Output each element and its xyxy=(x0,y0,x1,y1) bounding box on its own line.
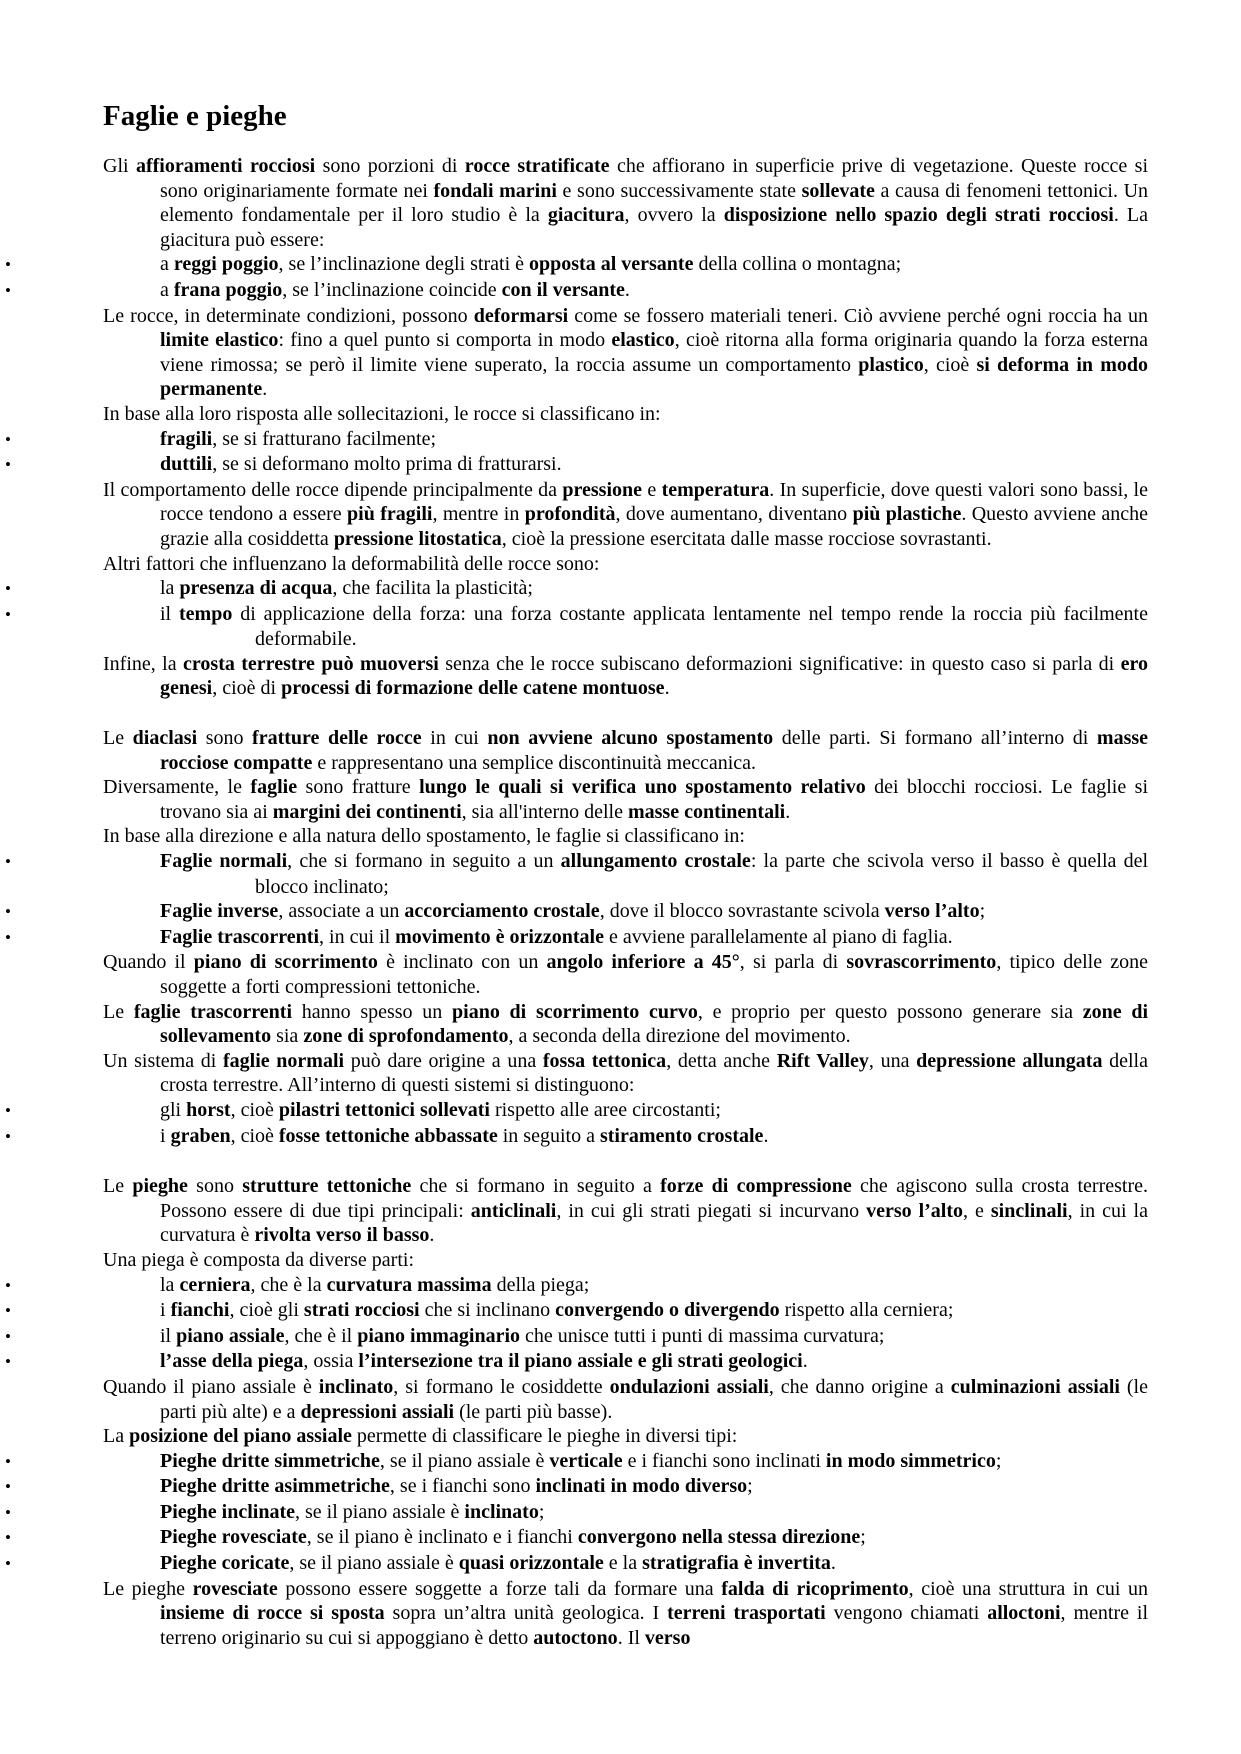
text-run: può dare origine a una xyxy=(344,1049,543,1072)
paragraph xyxy=(103,824,1148,849)
text-run: ; xyxy=(747,1475,753,1498)
bold-text-run: anticlinali xyxy=(470,1199,557,1222)
text-run: e xyxy=(642,478,662,501)
text-run: il xyxy=(160,602,179,625)
bold-text-run: insieme di rocce si sposta xyxy=(160,1602,385,1625)
bullet-icon: • xyxy=(5,1301,11,1321)
paragraph xyxy=(103,950,1148,999)
text-run: è inclinato con un xyxy=(377,951,547,974)
text-run: . Il xyxy=(617,1626,645,1649)
paragraph xyxy=(103,652,1148,701)
bullet-icon: • xyxy=(5,429,11,449)
bullet-item xyxy=(5,849,1149,899)
bold-text-run: sovrascorrimento xyxy=(846,951,997,974)
bold-text-run: curvatura massima xyxy=(326,1273,492,1296)
text-run: , mentre il terreno originario su cui si appoggiano è detto xyxy=(160,1602,1149,1649)
bold-text-run: pilastri tettonici sollevati xyxy=(278,1098,490,1121)
bold-text-run: sollevate xyxy=(801,179,875,202)
bold-text-run: l’intersezione tra il piano assiale e gli strati geologici xyxy=(358,1350,803,1373)
paragraph xyxy=(103,726,1148,775)
bold-text-run: piano di scorrimento xyxy=(193,951,378,974)
document-body xyxy=(5,154,1149,1650)
bullet-item xyxy=(5,1273,1148,1299)
text-run: , che facilita la plasticità; xyxy=(332,577,533,600)
text-run: , che danno origine a xyxy=(768,1375,951,1398)
bold-text-run: verso l’alto xyxy=(884,900,980,923)
paragraph xyxy=(103,1424,1148,1449)
text-run: delle parti. Si formano all’interno di xyxy=(773,727,1097,750)
bullet-icon: • xyxy=(5,604,11,624)
text-run: Le rocce, in determinate condizioni, possono xyxy=(103,304,474,327)
document-title: Faglie e pieghe xyxy=(103,100,287,132)
text-run: e la xyxy=(603,1552,643,1575)
text-run: , a seconda della direzione del movimento. xyxy=(508,1025,851,1048)
text-run: Quando il piano assiale è xyxy=(103,1375,319,1398)
bullet-icon: • xyxy=(5,852,11,872)
bold-text-run: Faglie trascorrenti xyxy=(160,925,320,948)
bullet-icon: • xyxy=(5,1126,11,1146)
bold-text-run: inclinati in modo diverso xyxy=(535,1475,748,1498)
bold-text-run: faglie trascorrenti xyxy=(133,1000,293,1023)
text-run: Diversamente, le xyxy=(103,776,251,799)
bold-text-run: zone di sollevamento xyxy=(160,1000,1149,1048)
text-run: che si inclinano xyxy=(419,1299,556,1322)
bold-text-run: sinclinali xyxy=(990,1199,1068,1222)
bullet-icon: • xyxy=(5,902,11,922)
text-run: In base alla loro risposta alle sollecitazioni, le rocce si classificano in: xyxy=(103,402,661,425)
text-run: della crosta terrestre. All’interno di questi sistemi si distinguono: xyxy=(160,1049,1148,1097)
bold-text-run: angolo inferiore a 45° xyxy=(546,951,740,974)
text-run: rispetto alle aree circostanti; xyxy=(489,1098,721,1121)
text-run: hanno spesso un xyxy=(292,1000,453,1023)
bullet-item xyxy=(5,1124,1148,1150)
bold-text-run: opposta al versante xyxy=(529,253,694,276)
text-run: , se l’inclinazione degli strati è xyxy=(278,253,529,276)
bullet-icon: • xyxy=(5,255,11,275)
bold-text-run: si deforma in modo permanente xyxy=(160,353,1149,401)
text-run: , associate a un xyxy=(278,900,405,923)
bold-text-run: più fragili xyxy=(347,503,433,526)
text-run: . La giacitura può essere: xyxy=(160,204,1148,251)
text-run: , ossia xyxy=(303,1350,359,1373)
bold-text-run: faglie xyxy=(250,776,298,799)
text-run: e sono successivamente state xyxy=(556,179,802,202)
bold-text-run: masse rocciose compatte xyxy=(160,727,1149,774)
text-run: in cui xyxy=(421,727,488,750)
bullet-item xyxy=(5,452,1148,478)
bold-text-run: disposizione nello spazio degli strati rocciosi xyxy=(723,204,1114,227)
text-run: sono xyxy=(187,1175,243,1198)
bold-text-run: margini dei continenti xyxy=(272,800,462,823)
text-run: (le parti più alte) e a xyxy=(160,1375,1148,1423)
bullet-icon: • xyxy=(5,1528,11,1548)
text-run: ; xyxy=(538,1500,545,1523)
text-run: , cioè una struttura in cui un xyxy=(908,1577,1148,1600)
bold-text-run: terreni trasportati xyxy=(667,1602,826,1625)
text-run: , che è la xyxy=(250,1273,327,1296)
bold-text-run: convergono nella stessa direzione xyxy=(577,1526,861,1549)
bold-text-run: fondali marini xyxy=(433,179,557,202)
bold-text-run: strutture tettoniche xyxy=(242,1175,412,1198)
bold-text-run: cerniera xyxy=(179,1273,251,1296)
paragraph xyxy=(103,775,1148,824)
bold-text-run: verticale xyxy=(549,1449,623,1472)
text-run: , in cui il xyxy=(319,925,396,948)
bold-text-run: Pieghe inclinate xyxy=(160,1500,295,1523)
bold-text-run: temperatura xyxy=(661,478,770,501)
bold-text-run: processi di formazione delle catene montuose xyxy=(281,677,665,700)
bold-text-run: elastico xyxy=(611,329,675,352)
bold-text-run: verso l’alto xyxy=(866,1199,964,1222)
text-run: , in cui gli strati piegati si incurvano xyxy=(556,1199,867,1222)
bold-text-run: tempo xyxy=(179,602,233,625)
bold-text-run: affioramenti rocciosi xyxy=(135,155,316,177)
bold-text-run: faglie normali xyxy=(222,1049,345,1072)
text-run: Un sistema di xyxy=(103,1049,223,1072)
bold-text-run: stratigrafia è invertita xyxy=(642,1552,831,1575)
bold-text-run: Pieghe dritte simmetriche xyxy=(160,1449,380,1472)
blank-line xyxy=(103,701,1148,726)
bold-text-run: posizione del piano assiale xyxy=(129,1425,352,1448)
bold-text-run: falda di ricoprimento xyxy=(721,1577,909,1600)
text-run: . xyxy=(763,1124,769,1147)
bullet-item xyxy=(5,1500,1148,1526)
bullet-icon: • xyxy=(5,1326,11,1346)
bullet-icon: • xyxy=(5,280,11,300)
bullet-item xyxy=(5,1525,1148,1551)
bold-text-run: ondulazioni assiali xyxy=(609,1375,769,1398)
text-run: , se il piano è inclinato e i fianchi xyxy=(306,1526,578,1549)
bold-text-run: alloctoni xyxy=(987,1602,1061,1625)
text-run: e rappresentano una semplice discontinuità meccanica. xyxy=(312,751,757,774)
text-run: , cioè la pressione esercitata dalle masse rocciose sovrastanti. xyxy=(501,527,992,550)
bold-text-run: Faglie normali xyxy=(160,850,288,873)
text-run: in seguito a xyxy=(497,1124,600,1147)
bold-text-run: plastico xyxy=(858,353,924,376)
text-run: , se i fianchi sono xyxy=(389,1475,536,1498)
text-run: i xyxy=(160,1299,171,1322)
text-run: , una xyxy=(868,1049,917,1072)
bold-text-run: depressioni assiali xyxy=(300,1400,455,1423)
bold-text-run: Rift Valley xyxy=(776,1049,869,1072)
text-run: sia xyxy=(271,1025,304,1048)
bold-text-run: piano assiale xyxy=(176,1324,285,1347)
bold-text-run: fianchi xyxy=(170,1299,230,1322)
bullet-item xyxy=(5,278,1148,304)
bold-text-run: stiramento crostale xyxy=(599,1124,764,1147)
text-run: che si formano in seguito a xyxy=(411,1175,661,1198)
paragraph xyxy=(103,1000,1148,1049)
text-run: In base alla direzione e alla natura dello spostamento, le faglie si classificano in: xyxy=(103,825,745,848)
text-run: sopra un’altra unità geologica. I xyxy=(384,1602,668,1625)
bold-text-run: lungo le quali si verifica uno spostamento relativo xyxy=(419,776,866,799)
text-run: , tipico delle zone soggette a forti compressioni tettoniche. xyxy=(160,951,1149,998)
text-run: la xyxy=(160,577,180,600)
text-run: , se il piano assiale è xyxy=(289,1552,459,1575)
paragraph xyxy=(103,478,1148,552)
bullet-item xyxy=(5,1449,1148,1475)
bold-text-run: reggi poggio xyxy=(173,253,279,276)
text-run: : la parte che scivola verso il basso è quella del blocco inclinato; xyxy=(255,850,1149,898)
bullet-item xyxy=(5,252,1148,278)
blank-line xyxy=(103,1149,1148,1174)
paragraph xyxy=(103,1248,1148,1273)
bullet-item xyxy=(5,925,1148,951)
text-run: . xyxy=(624,278,630,301)
bold-text-run: zone di sprofondamento xyxy=(303,1025,509,1048)
bold-text-run: strati rocciosi xyxy=(303,1299,420,1322)
text-run: senza che le rocce subiscano deformazioni significative: in questo caso si parla di xyxy=(438,652,1121,675)
bullet-icon: • xyxy=(5,579,11,599)
text-run: il xyxy=(160,1324,177,1347)
text-run: Una piega è composta da diverse parti: xyxy=(103,1248,414,1271)
bold-text-run: inclinato xyxy=(318,1375,394,1398)
text-run: Infine, la xyxy=(103,652,184,675)
bold-text-run: pieghe xyxy=(132,1175,188,1198)
bold-text-run: più plastiche xyxy=(852,503,962,526)
text-run: . xyxy=(785,800,791,823)
text-run: dei blocchi rocciosi. Le faglie si trovano sia ai xyxy=(160,776,1149,823)
bold-text-run: accorciamento crostale xyxy=(404,900,600,923)
text-run: . xyxy=(664,677,670,700)
bold-text-run: graben xyxy=(170,1124,231,1147)
bold-text-run: horst xyxy=(186,1098,231,1121)
bold-text-run: giacitura xyxy=(547,204,625,227)
text-run: , cioè di xyxy=(212,677,282,700)
bold-text-run: Pieghe coricate xyxy=(160,1552,290,1575)
text-run: , in cui la curvatura è xyxy=(160,1199,1148,1247)
bullet-icon: • xyxy=(5,927,11,947)
bold-text-run: convergendo o divergendo xyxy=(555,1299,780,1322)
text-run: vengono chiamati xyxy=(825,1602,988,1625)
text-run: , cioè ritorna alla forma originaria quando la forza esterna viene rimossa; se però il limite viene superato, la roccia assume un comportamento xyxy=(160,329,1148,376)
bold-text-run: masse continentali xyxy=(627,800,786,823)
text-run: Quando il xyxy=(103,951,194,974)
text-run: a xyxy=(160,253,174,276)
text-run: , che è il xyxy=(284,1324,358,1347)
text-run: . In superficie, dove questi valori sono bassi, le rocce tendono a essere xyxy=(160,478,1148,526)
text-run: , e proprio per questo possono generare sia xyxy=(697,1000,1083,1023)
bold-text-run: Faglie inverse xyxy=(160,900,279,923)
bold-text-run: non avviene alcuno spostamento xyxy=(487,727,774,750)
bold-text-run: Pieghe dritte asimmetriche xyxy=(160,1475,390,1498)
bold-text-run: fossa tettonica xyxy=(542,1049,667,1072)
bold-text-run: piano di scorrimento curvo xyxy=(452,1000,698,1023)
bullet-icon: • xyxy=(5,1100,11,1120)
bold-text-run: pressione xyxy=(562,478,643,501)
paragraph xyxy=(103,552,1148,577)
bold-text-run: presenza di acqua xyxy=(179,577,333,600)
bold-text-run: movimento è orizzontale xyxy=(395,925,604,948)
bold-text-run: duttili xyxy=(160,453,213,476)
text-run: , si formano le cosiddette xyxy=(393,1375,610,1398)
text-run: che agiscono sulla crosta terrestre. Possono essere di due tipi principali: xyxy=(160,1175,1148,1222)
bullet-item xyxy=(5,1551,1148,1577)
bullet-item xyxy=(5,427,1148,453)
bullet-item xyxy=(5,576,1148,602)
text-run: . xyxy=(262,378,268,401)
text-run: Gli xyxy=(103,155,136,177)
bold-text-run: deformarsi xyxy=(473,304,569,327)
bold-text-run: quasi orizzontale xyxy=(458,1552,604,1575)
text-run: , mentre in xyxy=(432,503,525,526)
text-run: e i fianchi sono inclinati xyxy=(622,1449,826,1472)
text-run: Le xyxy=(103,1175,133,1198)
bold-text-run: Pieghe rovesciate xyxy=(160,1526,307,1549)
text-run: , se il piano assiale è xyxy=(294,1500,465,1523)
text-run: . xyxy=(429,1224,435,1247)
text-run: sono fratture xyxy=(297,776,420,799)
text-run: possono essere soggette a forze tali da formare una xyxy=(277,1577,722,1600)
text-run: ; xyxy=(995,1449,1002,1472)
paragraph xyxy=(103,1049,1148,1098)
bold-text-run: inclinato xyxy=(464,1500,539,1523)
bold-text-run: rovesciate xyxy=(192,1577,278,1600)
text-run: : fino a quel punto si comporta in modo xyxy=(278,329,612,352)
text-run: , cioè xyxy=(230,1098,279,1121)
bullet-icon: • xyxy=(5,1352,11,1372)
text-run: , e xyxy=(963,1199,991,1222)
text-run: , si parla di xyxy=(739,951,847,974)
text-run: a xyxy=(160,278,174,301)
bold-text-run: con il versante xyxy=(501,278,625,301)
text-run: che unisce tutti i punti di massima curvatura; xyxy=(520,1324,885,1347)
text-run: , se si deformano molto prima di fratturarsi. xyxy=(212,453,562,476)
text-run: ; xyxy=(979,900,986,923)
bullet-icon: • xyxy=(5,455,11,475)
text-run: (le parti più basse). xyxy=(454,1400,613,1423)
bold-text-run: frana poggio xyxy=(173,278,283,301)
text-run: La xyxy=(103,1425,130,1448)
text-run: della collina o montagna; xyxy=(693,253,902,276)
text-run: della piega; xyxy=(491,1273,590,1296)
bold-text-run: autoctono xyxy=(533,1626,618,1649)
text-run: , cioè xyxy=(230,1124,279,1147)
text-run: Altri fattori che influenzano la deformabilità delle rocce sono: xyxy=(103,552,600,575)
bullet-icon: • xyxy=(5,1451,11,1471)
paragraph xyxy=(103,402,1148,427)
text-run: permette di classificare le pieghe in diversi tipi: xyxy=(351,1425,738,1448)
bullet-icon: • xyxy=(5,1275,11,1295)
text-run: Le xyxy=(103,727,133,750)
bold-text-run: profondità xyxy=(524,503,616,526)
bold-text-run: fosse tettoniche abbassate xyxy=(278,1124,498,1147)
text-run: , ovvero la xyxy=(624,204,724,227)
text-run: , che si formano in seguito a un xyxy=(287,850,561,873)
text-run: rispetto alla cerniera; xyxy=(779,1299,954,1322)
bold-text-run: forze di compressione xyxy=(660,1175,852,1198)
bold-text-run: ero genesi xyxy=(160,652,1149,700)
paragraph xyxy=(103,1375,1148,1424)
bold-text-run: rivolta verso il basso xyxy=(254,1224,430,1247)
text-run: , dove il blocco sovrastante scivola xyxy=(599,900,885,923)
bold-text-run: l’asse della piega xyxy=(160,1350,304,1373)
text-run: , se il piano assiale è xyxy=(379,1449,550,1472)
bullet-item xyxy=(5,1298,1148,1324)
text-run: , dove aumentano, diventano xyxy=(615,503,853,526)
bold-text-run: piano immaginario xyxy=(357,1324,521,1347)
paragraph xyxy=(103,154,1148,252)
text-run: che affiorano in superficie prive di vegetazione. Queste rocce si sono originariamente formate nei xyxy=(160,155,1148,202)
bold-text-run: culminazioni assiali xyxy=(950,1375,1120,1398)
text-run: . Questo avviene anche grazie alla cosiddetta xyxy=(160,503,1149,550)
bullet-item xyxy=(5,1474,1148,1500)
text-run: . xyxy=(802,1350,808,1373)
text-run: , cioè gli xyxy=(229,1299,304,1322)
bold-text-run: depressione allungata xyxy=(916,1049,1103,1072)
text-run: a causa di fenomeni tettonici. Un elemento fondamentale per il loro studio è la xyxy=(160,179,1149,227)
bold-text-run: rocce stratificate xyxy=(464,155,610,177)
bullet-item xyxy=(5,1324,1148,1350)
text-run: , cioè xyxy=(923,353,977,376)
text-run: come se fossero materiali teneri. Ciò avviene perché ogni roccia ha un xyxy=(568,304,1148,327)
text-run: Le xyxy=(103,1000,134,1023)
bold-text-run: fratture delle rocce xyxy=(252,727,422,750)
text-run: gli xyxy=(160,1098,187,1121)
bold-text-run: diaclasi xyxy=(132,727,198,750)
bold-text-run: crosta terrestre può muoversi xyxy=(183,652,439,675)
text-run: , se l’inclinazione coincide xyxy=(282,278,502,301)
bullet-icon: • xyxy=(5,1554,11,1574)
text-run: e avviene parallelamente al piano di faglia. xyxy=(603,925,953,948)
bullet-icon: • xyxy=(5,1502,11,1522)
bold-text-run: allungamento crostale xyxy=(560,850,751,873)
bold-text-run: pressione litostatica xyxy=(333,527,502,550)
text-run: ; xyxy=(860,1526,866,1549)
bold-text-run: limite elastico xyxy=(160,329,279,352)
text-run: Le pieghe xyxy=(103,1577,193,1600)
text-run: Il comportamento delle rocce dipende principalmente da xyxy=(103,478,563,501)
text-run: , sia all'interno delle xyxy=(461,800,628,823)
text-run: sono porzioni di xyxy=(315,155,465,177)
paragraph xyxy=(103,1577,1148,1651)
text-run: , detta anche xyxy=(666,1049,777,1072)
text-run: di applicazione della forza: una forza costante applicata lentamente nel tempo rende la roccia più facilmente deformabile. xyxy=(232,602,1148,651)
bullet-item xyxy=(5,1098,1148,1124)
bold-text-run: fragili xyxy=(160,427,213,450)
paragraph xyxy=(103,1174,1148,1248)
bullet-item xyxy=(5,1349,1148,1375)
text-run: , se si fratturano facilmente; xyxy=(212,427,437,450)
bold-text-run: verso xyxy=(644,1626,691,1649)
text-run: la xyxy=(160,1273,180,1296)
bullet-item xyxy=(5,899,1148,925)
text-run: . xyxy=(830,1552,836,1575)
text-run: sono xyxy=(197,727,253,750)
bold-text-run: in modo simmetrico xyxy=(825,1449,996,1472)
text-run: i xyxy=(160,1124,171,1147)
bullet-item xyxy=(5,602,1148,652)
paragraph xyxy=(103,304,1148,402)
bullet-icon: • xyxy=(5,1477,11,1497)
